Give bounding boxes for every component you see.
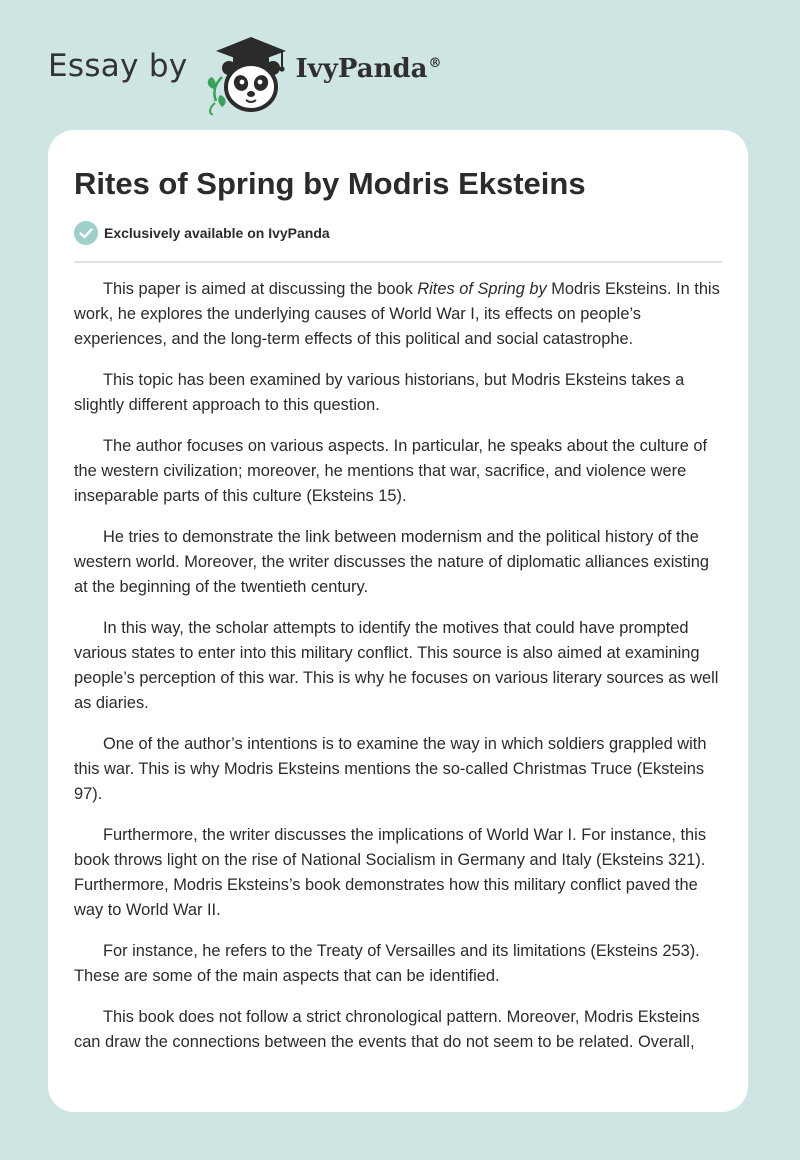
brand-header (48, 28, 442, 118)
paragraph: This topic has been examined by various historians, but Modris Eksteins takes a slightly different approach to this question. (74, 371, 685, 414)
essay-card (48, 130, 748, 1112)
exclusive-badge-text: Exclusively available on IvyPanda (104, 225, 330, 241)
essay-body (74, 277, 726, 1071)
paragraph: One of the author’s intentions is to examine the way in which soldiers grappled with this war. This is why Modris Eksteins mentions the so-called Christmas Truce (Eksteins 97). (74, 735, 707, 803)
paragraph: In this way, the scholar attempts to identify the motives that could have prompted various states to enter into this military conflict. This source is also aimed at examining people’s perception of this war. This is why he focuses on various literary sources as well as diaries. (74, 619, 719, 712)
paragraph-1 (74, 277, 726, 352)
brand-name (296, 54, 442, 84)
registered-mark: ® (428, 56, 442, 72)
panda-graduate-icon[interactable] (202, 31, 292, 115)
exclusive-badge (74, 221, 330, 245)
paragraph-1-end: Modris Eksteins. In this work, he explores the underlying causes of World War I, its effects on people’s experiences, and the long-term effects of this political and social catastrophe. (74, 280, 720, 348)
paragraph: For instance, he refers to the Treaty of Versailles and its limitations (Eksteins 253). These are some of the main aspects that can be identified. (74, 942, 700, 985)
page-title: Rites of Spring by Modris Eksteins (74, 166, 586, 201)
paragraph: Furthermore, the writer discusses the implications of World War I. For instance, this book throws light on the rise of National Socialism in Germany and Italy (Eksteins 321). Furthermore, Modris Eksteins’s book demonstrates how this military conflict paved the way to World War II. (74, 826, 707, 919)
brand-name-text: IvyPanda (295, 54, 428, 84)
brand-prefix: Essay by (48, 48, 188, 84)
paragraph: This book does not follow a strict chronological pattern. Moreover, Modris Eksteins can draw the connections between the events that do not seem to be related. Overall, (74, 1008, 700, 1051)
book-title-italic: Rites of Spring by (417, 280, 547, 298)
paragraph: The author focuses on various aspects. In particular, he speaks about the culture of the western civilization; moreover, he mentions that war, sacrifice, and violence were inseparable parts of this culture (Eksteins 15). (74, 437, 708, 505)
check-circle-icon (74, 221, 98, 245)
paragraph: He tries to demonstrate the link between modernism and the political history of the western world. Moreover, the writer discusses the nature of diplomatic alliances existing at the beginning of the twentieth century. (74, 528, 709, 596)
title-divider (74, 261, 722, 263)
paragraph-1-start: This paper is aimed at discussing the book (103, 280, 418, 298)
